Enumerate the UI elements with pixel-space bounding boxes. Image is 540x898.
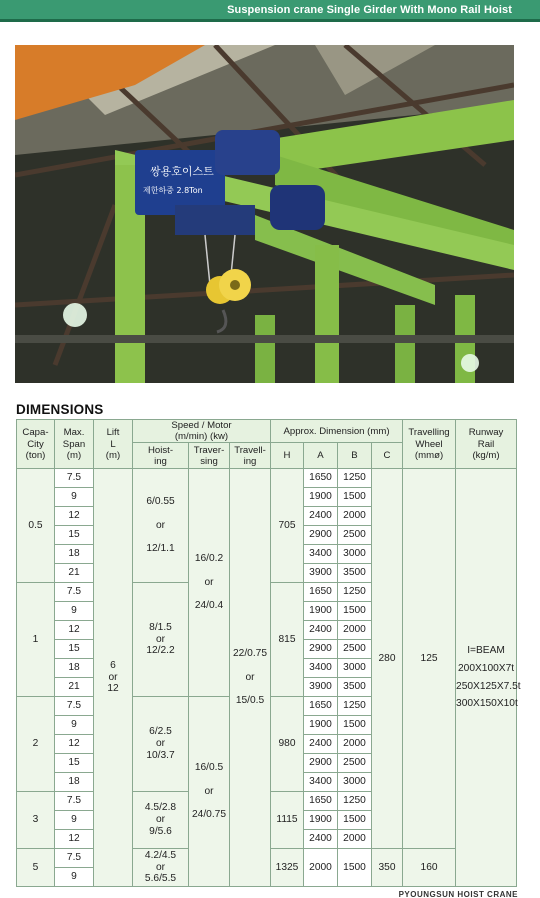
- b-cell: 1500: [338, 602, 372, 621]
- lift-cell: 6 or 12: [94, 469, 133, 887]
- capacity-cell: 0.5: [17, 469, 55, 583]
- span-cell: 9: [55, 716, 94, 735]
- c-cell: 350: [372, 849, 403, 887]
- h-cell: 980: [271, 697, 304, 792]
- hoisting-cell: 6/2.5 or 10/3.7: [133, 697, 189, 792]
- b-cell: 1250: [338, 697, 372, 716]
- b-cell: 3500: [338, 678, 372, 697]
- header-runway-rail: Runway Rail (kg/m): [456, 420, 517, 469]
- hoisting-cell: 4.2/4.5 or 5.6/5.5: [133, 849, 189, 887]
- h-cell: 1325: [271, 849, 304, 887]
- b-cell: 3000: [338, 545, 372, 564]
- wheel-cell: 125: [403, 469, 456, 849]
- wheel-cell: 160: [403, 849, 456, 887]
- table-header: [17, 420, 517, 469]
- hoisting-cell: 6/0.55 or 12/1.1: [133, 469, 189, 583]
- capacity-cell: 1: [17, 583, 55, 697]
- a-cell: 1650: [304, 792, 338, 811]
- a-cell: 2400: [304, 735, 338, 754]
- a-cell: 1900: [304, 488, 338, 507]
- span-cell: 7.5: [55, 469, 94, 488]
- header-hoisting: Hoist- ing: [133, 443, 189, 469]
- span-cell: 9: [55, 811, 94, 830]
- a-cell: 3400: [304, 545, 338, 564]
- capacity-cell: 2: [17, 697, 55, 792]
- title-banner: [0, 0, 540, 22]
- dimensions-table: [16, 419, 521, 887]
- span-cell: 9: [55, 602, 94, 621]
- a-cell: 2400: [304, 830, 338, 849]
- span-cell: 12: [55, 735, 94, 754]
- span-cell: 7.5: [55, 849, 94, 868]
- banner-title: Suspension crane Single Girder With Mono Rail Hoist: [227, 4, 512, 16]
- a-cell: 2000: [304, 849, 338, 887]
- a-cell: 1650: [304, 697, 338, 716]
- c-cell: 280: [372, 469, 403, 849]
- hoisting-cell: 8/1.5 or 12/2.2: [133, 583, 189, 697]
- capacity-cell: 5: [17, 849, 55, 887]
- traversing-cell: 16/0.5 or 24/0.75: [189, 697, 230, 887]
- b-cell: 2500: [338, 640, 372, 659]
- b-cell: 1500: [338, 716, 372, 735]
- b-cell: 1500: [338, 811, 372, 830]
- span-cell: 9: [55, 488, 94, 507]
- b-cell: 1500: [338, 849, 372, 887]
- span-cell: 18: [55, 773, 94, 792]
- b-cell: 3000: [338, 659, 372, 678]
- b-cell: 2500: [338, 526, 372, 545]
- span-cell: 21: [55, 564, 94, 583]
- header-h: H: [271, 443, 304, 469]
- span-cell: 7.5: [55, 792, 94, 811]
- a-cell: 2900: [304, 640, 338, 659]
- b-cell: 1500: [338, 488, 372, 507]
- span-cell: 12: [55, 830, 94, 849]
- a-cell: 1900: [304, 602, 338, 621]
- a-cell: 1650: [304, 469, 338, 488]
- table-body: [17, 469, 521, 887]
- footer-brand: PYOUNGSUN HOIST CRANE: [398, 890, 518, 898]
- span-cell: 9: [55, 868, 94, 887]
- span-cell: 15: [55, 754, 94, 773]
- a-cell: 2400: [304, 621, 338, 640]
- b-cell: 1250: [338, 792, 372, 811]
- a-cell: 1650: [304, 583, 338, 602]
- traversing-cell: 16/0.2 or 24/0.4: [189, 469, 230, 697]
- travelling-cell: 22/0.75 or 15/0.5: [230, 469, 271, 887]
- a-cell: 1900: [304, 811, 338, 830]
- b-cell: 2000: [338, 621, 372, 640]
- b-cell: 1250: [338, 583, 372, 602]
- b-cell: 3000: [338, 773, 372, 792]
- h-cell: 1115: [271, 792, 304, 849]
- header-a: A: [304, 443, 338, 469]
- dimensions-title: DIMENSIONS: [16, 402, 104, 417]
- a-cell: 3900: [304, 678, 338, 697]
- span-cell: 18: [55, 659, 94, 678]
- h-cell: 815: [271, 583, 304, 697]
- crane-photo: [15, 45, 514, 383]
- a-cell: 1900: [304, 716, 338, 735]
- header-approx-dimension: Approx. Dimension (mm): [271, 420, 403, 443]
- header-traversing: Traver- sing: [189, 443, 230, 469]
- rail-cell: I=BEAM 200X100X7t 250X125X7.5t 300X150X10t: [456, 469, 517, 887]
- b-cell: 2000: [338, 830, 372, 849]
- b-cell: 2000: [338, 735, 372, 754]
- a-cell: 2400: [304, 507, 338, 526]
- a-cell: 3400: [304, 773, 338, 792]
- header-travelling: Travell- ing: [230, 443, 271, 469]
- b-cell: 1250: [338, 469, 372, 488]
- span-cell: 15: [55, 640, 94, 659]
- hoist-label-1: 쌍용호이스트: [150, 165, 214, 178]
- a-cell: 2900: [304, 754, 338, 773]
- span-cell: 21: [55, 678, 94, 697]
- header-span: Max. Span (m): [55, 420, 94, 469]
- span-cell: 12: [55, 621, 94, 640]
- header-c: C: [372, 443, 403, 469]
- span-cell: 12: [55, 507, 94, 526]
- b-cell: 2000: [338, 507, 372, 526]
- h-cell: 705: [271, 469, 304, 583]
- hoisting-cell: 4.5/2.8 or 9/5.6: [133, 792, 189, 849]
- a-cell: 2900: [304, 526, 338, 545]
- crane-photo-illustration: [15, 45, 514, 383]
- header-b: B: [338, 443, 372, 469]
- span-cell: 7.5: [55, 697, 94, 716]
- span-cell: 15: [55, 526, 94, 545]
- span-cell: 18: [55, 545, 94, 564]
- capacity-cell: 3: [17, 792, 55, 849]
- a-cell: 3900: [304, 564, 338, 583]
- header-lift: Lift L (m): [94, 420, 133, 469]
- header-travelling-wheel: Travelling Wheel (mmø): [403, 420, 456, 469]
- hoist-label-2: 제한하중 2.8Ton: [143, 186, 203, 195]
- header-speed-motor: Speed / Motor (m/min) (kw): [133, 420, 271, 443]
- a-cell: 3400: [304, 659, 338, 678]
- b-cell: 3500: [338, 564, 372, 583]
- span-cell: 7.5: [55, 583, 94, 602]
- header-capacity: Capa- City (ton): [17, 420, 55, 469]
- table-row: [17, 469, 517, 488]
- b-cell: 2500: [338, 754, 372, 773]
